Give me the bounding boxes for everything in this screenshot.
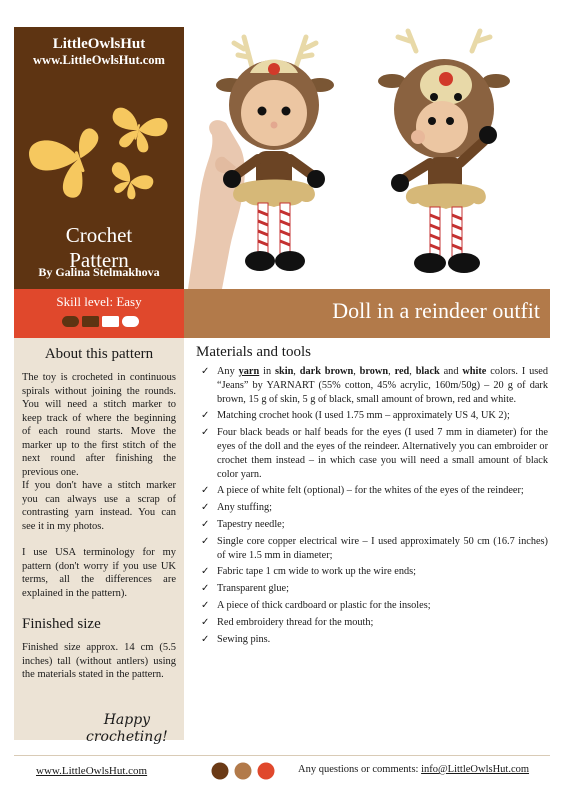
about-paragraph-1: The toy is crocheted in continuous spirals without joining the rounds. You will need a stitch marker to keep track of where the beginning of each round starts. Move the marker up to the first stitch of the next round after finishing the previous one. bbox=[22, 372, 176, 478]
item-text: A piece of white felt (optional) – for the whites of the eyes of the reindeer; bbox=[217, 485, 524, 497]
craft-line-1: Crochet bbox=[65, 223, 133, 247]
list-item bbox=[196, 535, 548, 563]
check-icon: ✓ bbox=[201, 410, 210, 422]
item-text: Any stuffing; bbox=[217, 502, 273, 514]
list-item bbox=[196, 633, 548, 647]
about-paragraph-3: I use USA terminology for my pattern (don't worry if you use UK terms, all the differences are explained in the pattern). bbox=[22, 547, 176, 599]
check-icon: ✓ bbox=[201, 633, 210, 645]
item-text: and bbox=[439, 366, 463, 377]
item-text: , bbox=[388, 366, 395, 377]
check-icon: ✓ bbox=[201, 366, 210, 377]
color-black: black bbox=[415, 366, 440, 377]
materials-heading: Materials and tools bbox=[196, 344, 311, 360]
item-text: in bbox=[259, 366, 275, 377]
list-item bbox=[196, 365, 548, 406]
item-text: , bbox=[353, 366, 360, 377]
color-red: red bbox=[394, 366, 410, 377]
list-item bbox=[196, 582, 548, 596]
footer-dot bbox=[258, 763, 275, 780]
footer-site-link[interactable]: www.LittleOwlsHut.com bbox=[36, 765, 148, 777]
check-icon: ✓ bbox=[201, 485, 210, 497]
materials-section bbox=[196, 344, 548, 649]
footer-question: Any questions or comments: bbox=[298, 764, 422, 775]
list-item bbox=[196, 484, 548, 498]
check-icon: ✓ bbox=[201, 616, 210, 628]
doll-figure-right bbox=[378, 31, 510, 273]
page-title: Doll in a reindeer outfit bbox=[332, 298, 540, 323]
check-icon: ✓ bbox=[201, 566, 210, 578]
author: By Galina Stelmakhova bbox=[38, 265, 160, 279]
item-text: , bbox=[293, 366, 300, 377]
materials-list bbox=[196, 365, 548, 646]
footer-contact bbox=[298, 764, 529, 775]
brand-panel bbox=[14, 27, 184, 289]
skill-segment bbox=[102, 316, 119, 327]
check-icon: ✓ bbox=[201, 599, 210, 611]
item-text: Fabric tape 1 cm wide to work up the wire ends; bbox=[217, 566, 417, 578]
check-icon: ✓ bbox=[201, 535, 210, 547]
footer-email-link[interactable]: info@LittleOwlsHut.com bbox=[421, 764, 530, 775]
check-icon: ✓ bbox=[201, 583, 210, 595]
check-icon: ✓ bbox=[201, 427, 210, 439]
list-item bbox=[196, 599, 548, 613]
skill-meter bbox=[61, 315, 139, 328]
list-item bbox=[196, 501, 548, 515]
craft-line-2: Pattern bbox=[69, 248, 129, 272]
item-text: Four black beads or half beads for the eyes (I used 7 mm in diameter) for the eyes of the doll and the eyes of the reindeer. Alternatively you can embroider or crochet them instead – in which case you will need a small amount of black color yarn. bbox=[217, 427, 548, 480]
color-dark-brown: dark brown bbox=[299, 366, 354, 377]
color-skin: skin bbox=[274, 366, 294, 377]
skill-segment bbox=[82, 316, 99, 327]
product-photo bbox=[184, 27, 550, 289]
item-text: Red embroidery thread for the mouth; bbox=[217, 616, 374, 628]
list-item bbox=[196, 518, 548, 532]
sidebar bbox=[14, 338, 184, 745]
list-item bbox=[196, 409, 548, 423]
brand-url[interactable]: www.LittleOwlsHut.com bbox=[33, 53, 165, 67]
skill-segment bbox=[122, 316, 139, 327]
item-text: , bbox=[409, 366, 416, 377]
item-text: Single core copper electrical wire – I used approximately 50 cm (16.7 inches) of wire 1.5 mm in diameter; bbox=[217, 535, 548, 561]
footer-dot bbox=[212, 763, 229, 780]
skill-level-band bbox=[14, 289, 184, 338]
list-item bbox=[196, 616, 548, 630]
item-text-bold: yarn bbox=[238, 366, 260, 377]
skill-level-label: Skill level: Easy bbox=[56, 294, 142, 309]
title-band bbox=[184, 289, 550, 338]
item-text: Transparent glue; bbox=[217, 583, 289, 595]
happy-crocheting-note bbox=[86, 712, 168, 746]
skill-segment bbox=[62, 316, 79, 327]
footer-dots bbox=[211, 762, 275, 780]
item-text: colors. I used “Jeans” by YARNART (55% cotton, 45% acrylic, 160m/50g) – 20 g of dark brown, 15 g of skin, 5 g of black, small amount of brown, red and white. bbox=[217, 366, 549, 405]
color-white: white bbox=[462, 366, 487, 377]
check-icon: ✓ bbox=[201, 518, 210, 530]
footer-dot bbox=[235, 763, 252, 780]
list-item bbox=[196, 565, 548, 579]
hand-illustration bbox=[188, 120, 245, 289]
item-text: A piece of thick cardboard or plastic for the insoles; bbox=[217, 599, 431, 611]
item-text: Any bbox=[217, 366, 239, 377]
finished-size-text: Finished size approx. 14 cm (5.5 inches) tall (without antlers) using the materials stated in the pattern. bbox=[22, 642, 176, 680]
item-text: Tapestry needle; bbox=[217, 518, 285, 530]
check-icon: ✓ bbox=[201, 502, 210, 514]
item-text: Matching crochet hook (I used 1.75 mm – approximately US 4, UK 2); bbox=[217, 410, 510, 422]
color-brown: brown bbox=[359, 366, 389, 377]
butterfly-icon bbox=[26, 99, 176, 209]
about-heading: About this pattern bbox=[44, 346, 154, 362]
about-paragraph-2: If you don't have a stitch marker you can always use a scrap of contrasting yarn instead. You can see it in my photos. bbox=[22, 480, 176, 532]
happy-line-1: Happy bbox=[103, 712, 151, 728]
finished-size-heading: Finished size bbox=[22, 616, 101, 632]
item-text: Sewing pins. bbox=[217, 633, 271, 645]
happy-line-2: crocheting! bbox=[86, 729, 168, 745]
brand-name: LittleOwlsHut bbox=[52, 36, 146, 52]
list-item bbox=[196, 426, 548, 481]
footer-divider bbox=[14, 755, 550, 756]
